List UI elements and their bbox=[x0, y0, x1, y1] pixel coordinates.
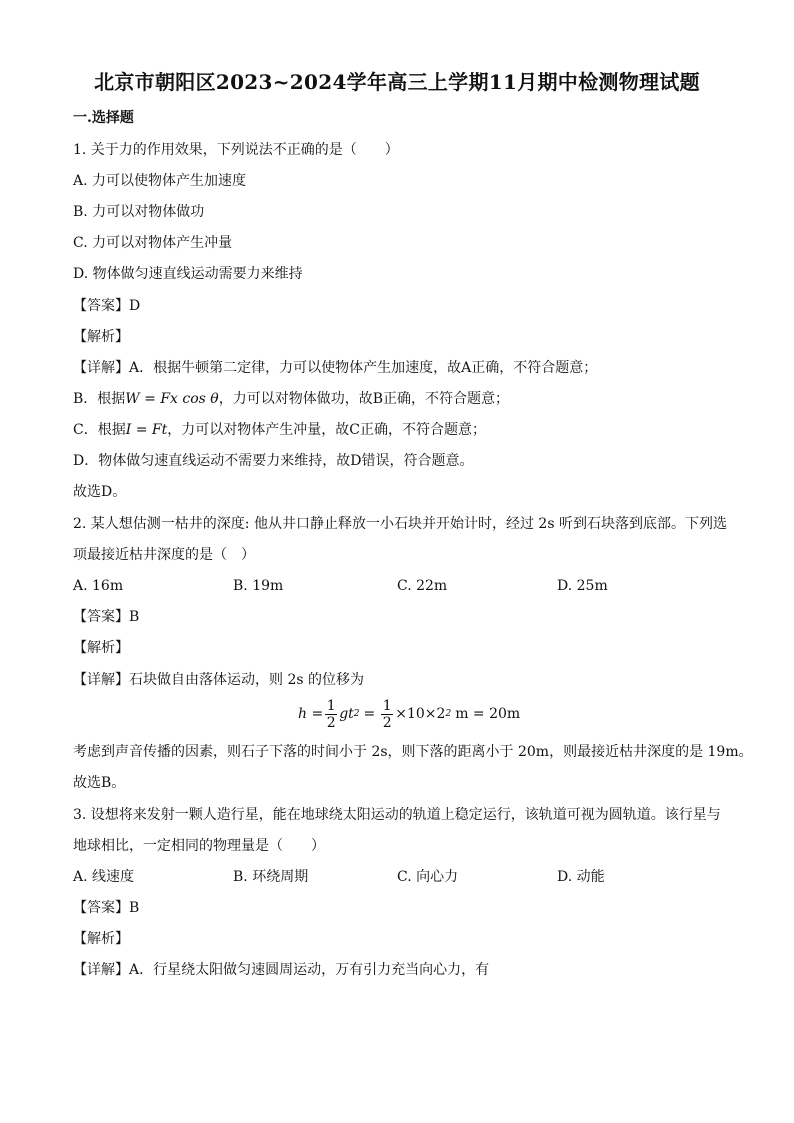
q2-option-b: B. 19m bbox=[233, 578, 284, 594]
q2-stem-line1: 2. 某人想估测一枯井的深度: 他从井口静止释放一小石块并开始计时，经过 2s 听到石块落到底部。下列选 bbox=[73, 516, 727, 532]
q2-displacement-formula bbox=[298, 694, 520, 734]
q2-conclusion: 故选B。 bbox=[73, 775, 126, 791]
formula-equals: = bbox=[363, 706, 376, 722]
formula-term2: ×10×2 bbox=[395, 706, 446, 722]
section-heading: 一.选择题 bbox=[73, 110, 134, 126]
formula-fraction-1 bbox=[325, 698, 337, 731]
q3-stem-line1: 3. 设想将来发射一颗人造行星，能在地球绕太阳运动的轨道上稳定运行，该轨道可视为圆轨道。该行星与 bbox=[73, 807, 721, 823]
q2-answer: 【答案】B bbox=[73, 609, 140, 625]
q2-analysis-label: 【解析】 bbox=[73, 640, 129, 656]
q1-detail-a: 【详解】A．根据牛顿第二定律，力可以使物体产生加速度，故A正确，不符合题意； bbox=[73, 360, 598, 376]
fraction-denominator: 2 bbox=[326, 714, 336, 731]
q1-detail-d: D．物体做匀速直线运动不需要力来维持，故D错误，符合题意。 bbox=[73, 453, 474, 469]
q1-formula-impulse: I = Ft bbox=[125, 422, 168, 438]
q3-stem-line2: 地球相比，一定相同的物理量是（ ） bbox=[73, 838, 325, 854]
formula-term: gt bbox=[339, 706, 354, 722]
q1-detail-b-post: ，力可以对物体做功，故B正确，不符合题意； bbox=[218, 391, 510, 407]
q3-analysis-label: 【解析】 bbox=[73, 931, 129, 947]
q3-option-c: C. 向心力 bbox=[397, 869, 459, 885]
q2-option-a: A. 16m bbox=[73, 578, 124, 594]
q2-stem-line2: 项最接近枯井深度的是（ ） bbox=[73, 547, 255, 563]
fraction-numerator: 1 bbox=[382, 697, 392, 714]
q2-detail: 【详解】石块做自由落体运动，则 2s 的位移为 bbox=[73, 672, 364, 688]
formula-fraction-2 bbox=[381, 698, 393, 731]
q1-detail-b-pre: B．根据 bbox=[73, 391, 126, 407]
q1-detail-c-post: ，力可以对物体产生冲量，故C正确，不符合题意； bbox=[167, 422, 486, 438]
q1-option-d: D. 物体做匀速直线运动需要力来维持 bbox=[73, 266, 303, 282]
fraction-numerator: 1 bbox=[326, 697, 336, 714]
q1-answer: 【答案】D bbox=[73, 298, 141, 314]
q1-option-c: C. 力可以对物体产生冲量 bbox=[73, 235, 233, 251]
fraction-denominator: 2 bbox=[382, 714, 392, 731]
q2-option-c: C. 22m bbox=[397, 578, 448, 594]
q1-conclusion: 故选D。 bbox=[73, 484, 127, 500]
q3-option-d: D. 动能 bbox=[557, 869, 605, 885]
q2-option-d: D. 25m bbox=[557, 578, 608, 594]
q3-answer: 【答案】B bbox=[73, 900, 140, 916]
q1-detail-c-pre: C．根据 bbox=[73, 422, 126, 438]
q1-option-a: A. 力可以使物体产生加速度 bbox=[73, 173, 247, 189]
formula-exponent2: 2 bbox=[445, 709, 452, 719]
q3-option-a: A. 线速度 bbox=[73, 869, 135, 885]
formula-lhs: h = bbox=[298, 706, 324, 722]
q1-formula-work: W = Fx cos θ bbox=[125, 391, 219, 407]
q1-analysis-label: 【解析】 bbox=[73, 329, 129, 345]
q2-explanation: 考虑到声音传播的因素，则石子下落的时间小于 2s，则下落的距离小于 20m，则最接近枯井深度的是 19m。 bbox=[73, 744, 753, 760]
formula-rhs: m = 20m bbox=[455, 706, 521, 722]
q1-stem: 1. 关于力的作用效果，下列说法不正确的是（ ） bbox=[73, 142, 399, 158]
page-title: 北京市朝阳区2023~2024学年高三上学期11月期中检测物理试题 bbox=[94, 70, 700, 94]
q1-option-b: B. 力可以对物体做功 bbox=[73, 204, 205, 220]
q3-option-b: B. 环绕周期 bbox=[233, 869, 309, 885]
formula-exponent: 2 bbox=[353, 709, 360, 719]
q1-detail-b bbox=[73, 389, 509, 409]
q1-detail-c bbox=[73, 420, 486, 440]
q3-detail: 【详解】A．行星绕太阳做匀速圆周运动，万有引力充当向心力，有 bbox=[73, 962, 490, 978]
